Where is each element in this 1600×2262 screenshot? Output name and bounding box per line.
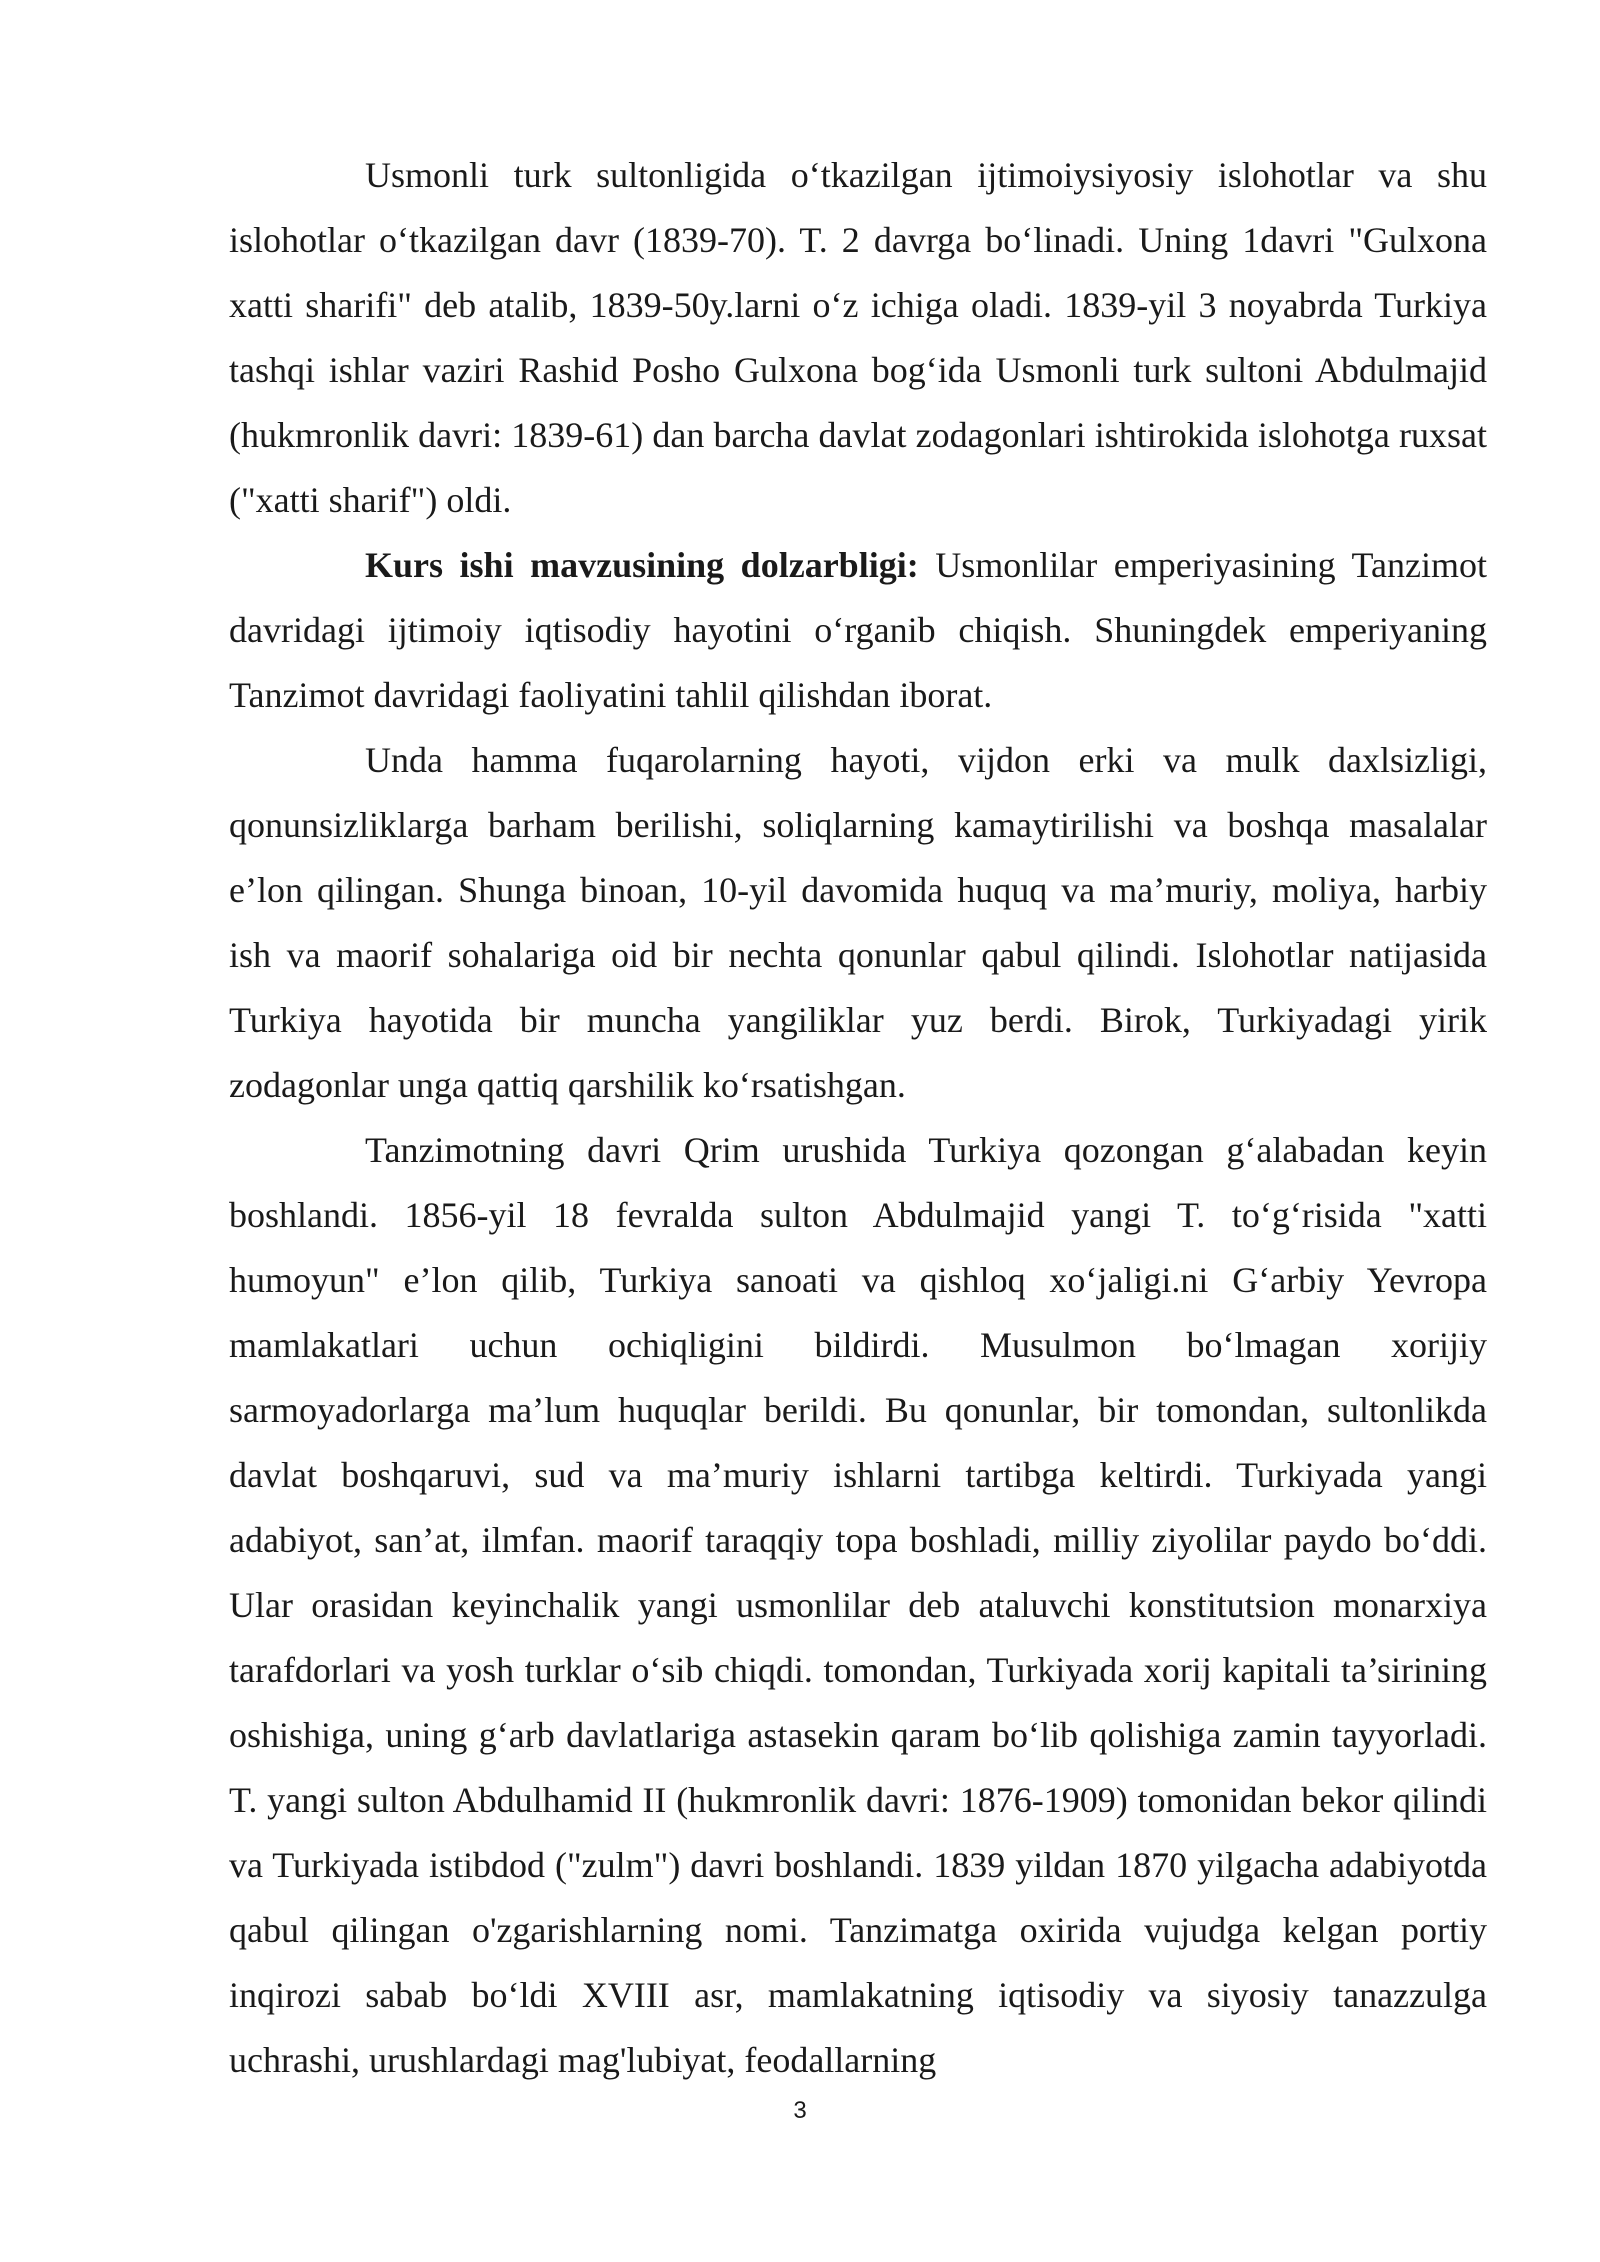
page-number: 3 <box>793 2097 807 2124</box>
paragraph-text: Usmonlilar emperiyasining Tanzimot davridagi ijtimoiy iqtisodiy hayotini o‘rganib chiqish. Shuningdek emperiyaning Tanzimot davridagi faoliyatini tahlil qilishdan iborat. <box>229 545 1487 715</box>
paragraph-lead-heading: Kurs ishi mavzusining dolzarbligi: <box>365 545 919 585</box>
paragraph-text: Unda hamma fuqarolarning hayoti, vijdon erki va mulk daxlsizligi, qonunsizliklarga barham berilishi, soliqlarning kamaytirilishi va boshqa masalalar e’lon qilingan. Shunga binoan, 10-yil davomida huquq va ma’muriy, moliya, harbiy ish va maorif sohalariga oid bir nechta qonunlar qabul qilindi. Islohotlar natijasida Turkiya hayotida bir muncha yangiliklar yuz berdi. Birok, Turkiyadagi yirik zodagonlar unga qattiq qarshilik ko‘rsatishgan. <box>229 740 1487 1105</box>
paragraph-text: Tanzimotning davri Qrim urushida Turkiya qozongan g‘alabadan keyin boshlandi. 1856-yil 18 fevralda sulton Abdulmajid yangi T. to‘g‘risida "xatti humoyun" e’lon qilib, Turkiya sanoati va qishloq xo‘jaligi.ni G‘arbiy Yevropa mamlakatlari uchun ochiqligini bildirdi. Musulmon bo‘lmagan xorijiy sarmoyadorlarga ma’lum huquqlar berildi. Bu qonunlar, bir tomondan, sultonlikda davlat boshqaruvi, sud va ma’muriy ishlarni tartibga keltirdi. Turkiyada yangi adabiyot, san’at, ilmfan. maorif taraqqiy topa boshladi, milliy ziyolilar paydo bo‘ddi. Ular orasidan keyinchalik yangi usmonlilar deb ataluvchi konstitutsion monarxiya tarafdorlari va yosh turklar o‘sib chiqdi. tomondan, Turkiyada xorij kapitali ta’sirining oshishiga, uning g‘arb davlatlariga astasekin qaram bo‘lib qolishiga zamin tayyorladi. T. yangi sulton Abdulhamid II (hukmronlik davri: 1876-1909) tomonidan bekor qilindi va Turkiyada istibdod ("zulm") davri boshlandi. 1839 yildan 1870 yilgacha adabiyotda qabul qilingan o'zgarishlarning nomi. Tanzimatga oxirida vujudga kelgan portiy inqirozi sabab bo‘ldi XVIII asr, mamlakatning iqtisodiy va siyosiy tanazzulga uchrashi, urushlardagi mag'lubiyat, feodallarning <box>229 1130 1487 2080</box>
paragraph-reforms <box>229 728 1487 1118</box>
paragraph-tanzimat-period <box>229 1118 1487 2093</box>
paragraph-text: Usmonli turk sultonligida o‘tkazilgan ijtimoiysiyosiy islohotlar va shu islohotlar o‘tkazilgan davr (1839-70). T. 2 davrga bo‘linadi. Uning 1davri "Gulxona xatti sharifi" deb atalib, 1839-50y.larni o‘z ichiga oladi. 1839-yil 3 noyabrda Turkiya tashqi ishlar vaziri Rashid Posho Gulxona bog‘ida Usmonli turk sultoni Abdulmajid (hukmronlik davri: 1839-61) dan barcha davlat zodagonlari ishtirokida islohotga ruxsat ("xatti sharif") oldi. <box>229 155 1487 520</box>
paragraph-relevance <box>229 533 1487 728</box>
paragraph-intro <box>229 143 1487 533</box>
document-page <box>229 143 1487 2093</box>
